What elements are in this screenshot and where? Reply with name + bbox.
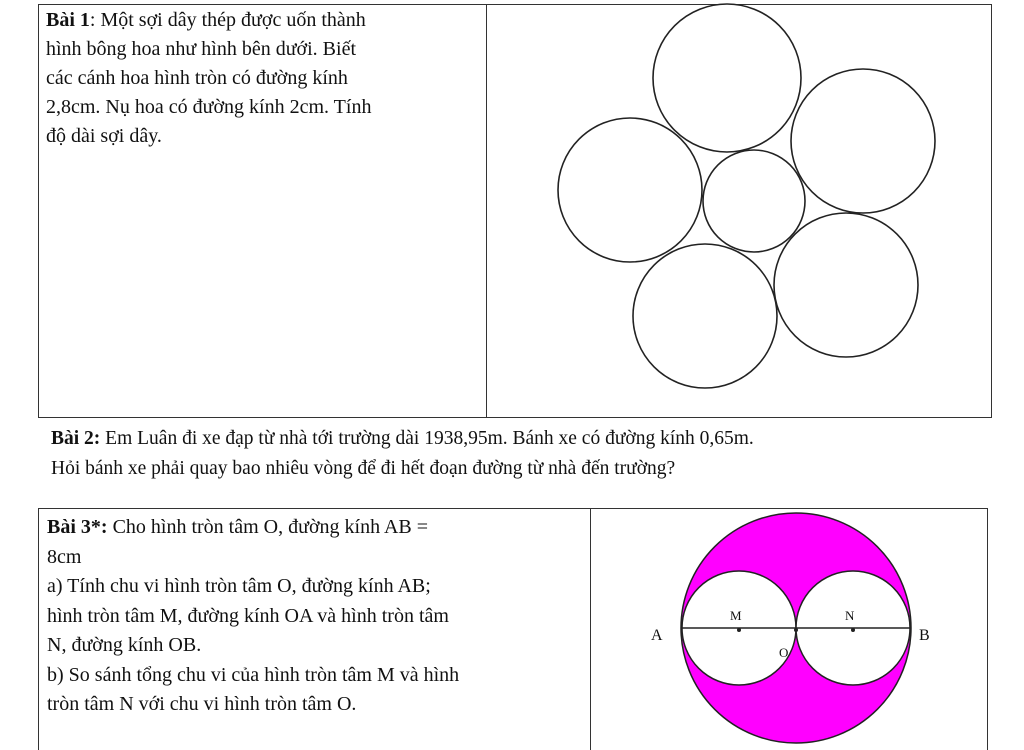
label-m: M [730, 608, 742, 623]
problem-3-line-6: b) So sánh tổng chu vi của hình tròn tâm M và hình [47, 663, 460, 686]
problem-1-line-1: : Một sợi dây thép được uốn thành [89, 9, 366, 31]
problem-1-line-3: các cánh hoa hình tròn có đường kính [46, 67, 348, 89]
problem-2-line-2: Hỏi bánh xe phải quay bao nhiêu vòng để đi hết đoạn đường từ nhà đến trường? [51, 458, 676, 479]
problem-3-line-5: N, đường kính OB. [47, 634, 202, 656]
problem-2-line-1: Em Luân đi xe đạp từ nhà tới trường dài 1938,95m. Bánh xe có đường kính 0,65m. [100, 428, 754, 449]
label-b: B [919, 627, 930, 644]
problem-1-line-2: hình bông hoa như hình bên dưới. Biết [46, 38, 357, 60]
problem-3-line-2: 8cm [47, 545, 82, 568]
point-o [794, 628, 798, 632]
problem-1-line-5: độ dài sợi dây. [46, 125, 162, 147]
problem-2-label: Bài 2: [51, 428, 101, 449]
problem-1-line-4: 2,8cm. Nụ hoa có đường kính 2cm. Tính [46, 96, 372, 118]
label-n: N [845, 608, 855, 623]
label-o: O [779, 645, 789, 660]
problem-3-line-1: Cho hình tròn tâm O, đường kính AB = [107, 516, 429, 538]
problem-1-label: Bài 1 [46, 9, 90, 31]
problem-3-line-3: a) Tính chu vi hình tròn tâm O, đường kính AB; [47, 575, 431, 597]
point-m [737, 628, 741, 632]
problem-3-line-4: hình tròn tâm M, đường kính OA và hình tròn tâm [47, 604, 449, 627]
problem-3-line-7: tròn tâm N với chu vi hình tròn tâm O. [47, 693, 357, 715]
point-n [851, 628, 855, 632]
problem-3-label: Bài 3*: [47, 516, 108, 538]
label-a: A [651, 627, 663, 644]
